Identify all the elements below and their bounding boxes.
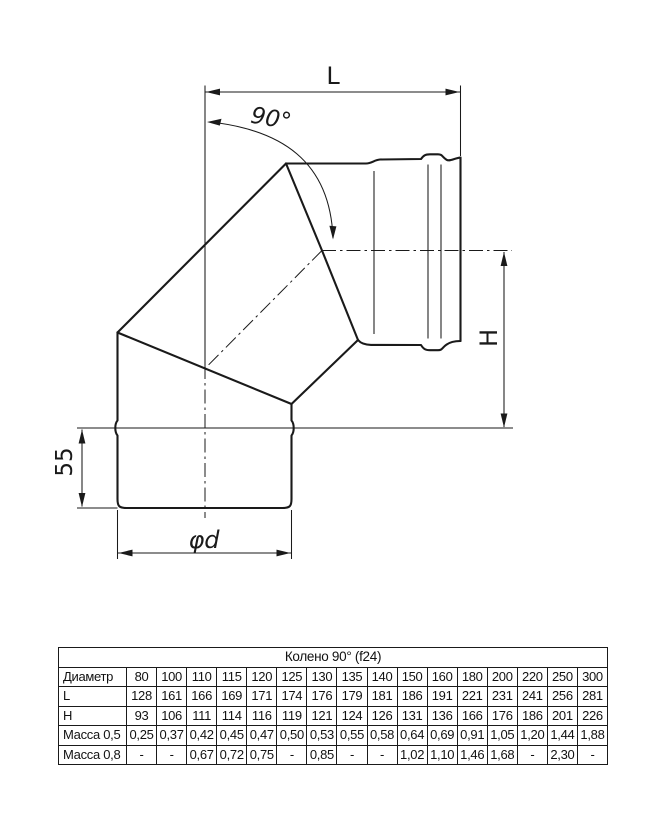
table-cell: 250: [547, 667, 577, 687]
table-cell: 0,85: [307, 745, 337, 765]
table-cell: 121: [307, 706, 337, 726]
table-cell: 2,30: [547, 745, 577, 765]
table-cell: 111: [187, 706, 217, 726]
miter-edge-right: [286, 164, 358, 341]
table-cell: 1,05: [487, 726, 517, 746]
table-cell: 1,46: [457, 745, 487, 765]
table-cell: 0,42: [187, 726, 217, 746]
arrow-diameter-left: [119, 550, 133, 557]
table-cell: 119: [277, 706, 307, 726]
table-cell: 140: [367, 667, 397, 687]
table-cell: 120: [247, 667, 277, 687]
table-cell: 106: [157, 706, 187, 726]
middle-segment-edge: [292, 340, 359, 404]
table-row: [59, 667, 608, 687]
table-cell: 0,72: [217, 745, 247, 765]
table-cell: 0,55: [337, 726, 367, 746]
table-row-label: Масса 0,5: [59, 726, 127, 746]
table-cell: 176: [307, 687, 337, 707]
table-cell: 186: [517, 706, 547, 726]
table-cell: -: [367, 745, 397, 765]
table-cell: 1,44: [547, 726, 577, 746]
arrow-angle-start: [207, 119, 222, 126]
table-cell: 0,67: [187, 745, 217, 765]
table-cell: -: [157, 745, 187, 765]
table-row-label: L: [59, 687, 127, 707]
table-cell: -: [277, 745, 307, 765]
table-cell: 0,75: [247, 745, 277, 765]
table-cell: 221: [457, 687, 487, 707]
table-row-label: Диаметр: [59, 667, 127, 687]
table-cell: -: [337, 745, 367, 765]
dimension-table-body: [59, 648, 608, 765]
crimp-lines: [77, 165, 513, 429]
dim-label-H: H: [475, 328, 503, 348]
table-cell: 300: [577, 667, 607, 687]
table-cell: 100: [157, 667, 187, 687]
table-cell: 131: [397, 706, 427, 726]
table-cell: 124: [337, 706, 367, 726]
dimension-table: [58, 647, 608, 765]
centerlines: [205, 251, 512, 519]
table-cell: 0,53: [307, 726, 337, 746]
table-cell: 1,88: [577, 726, 607, 746]
table-cell: 179: [337, 687, 367, 707]
table-cell: 171: [247, 687, 277, 707]
arrow-angle-end: [329, 226, 336, 240]
table-row: [59, 726, 608, 746]
table-cell: 1,10: [427, 745, 457, 765]
table-cell: 136: [427, 706, 457, 726]
table-cell: 0,50: [277, 726, 307, 746]
table-cell: 126: [367, 706, 397, 726]
table-cell: 180: [457, 667, 487, 687]
elbow-outline: [115, 154, 460, 508]
table-cell: -: [517, 745, 547, 765]
table-cell: 0,91: [457, 726, 487, 746]
table-cell: 241: [517, 687, 547, 707]
table-cell: 116: [247, 706, 277, 726]
socket-top-edge: [286, 154, 461, 163]
table-cell: 256: [547, 687, 577, 707]
dimension-arrows: [79, 89, 508, 557]
table-row: [59, 706, 608, 726]
arrow-H-top: [501, 252, 508, 266]
table-cell: 176: [487, 706, 517, 726]
table-cell: 161: [157, 687, 187, 707]
miter-edge-left: [118, 164, 287, 333]
table-cell: 174: [277, 687, 307, 707]
table-cell: 166: [457, 706, 487, 726]
table-row: [59, 687, 608, 707]
arrow-L-right: [446, 89, 460, 96]
table-cell: 93: [127, 706, 157, 726]
table-cell: 226: [577, 706, 607, 726]
table-row-label: Масса 0,8: [59, 745, 127, 765]
table-cell: 186: [397, 687, 427, 707]
table-cell: 150: [397, 667, 427, 687]
arrow-H-bottom: [501, 414, 508, 428]
dim-label-L: L: [326, 62, 340, 90]
table-cell: 125: [277, 667, 307, 687]
table-cell: 0,37: [157, 726, 187, 746]
table-cell: 130: [307, 667, 337, 687]
table-cell: 160: [427, 667, 457, 687]
table-cell: 220: [517, 667, 547, 687]
table-cell: 128: [127, 687, 157, 707]
table-cell: 0,64: [397, 726, 427, 746]
dim-label-diameter: φd: [188, 526, 220, 554]
table-cell: 110: [187, 667, 217, 687]
table-cell: 0,69: [427, 726, 457, 746]
table-cell: 181: [367, 687, 397, 707]
table-row-label: H: [59, 706, 127, 726]
table-cell: 166: [187, 687, 217, 707]
table-cell: 0,47: [247, 726, 277, 746]
table-cell: 0,58: [367, 726, 397, 746]
table-title-row: [59, 648, 608, 668]
table-cell: 115: [217, 667, 247, 687]
table-cell: 1,20: [517, 726, 547, 746]
arrow-diameter-right: [277, 550, 291, 557]
table-cell: -: [577, 745, 607, 765]
table-cell: 200: [487, 667, 517, 687]
arrow-55-bottom: [79, 493, 86, 507]
table-cell: 135: [337, 667, 367, 687]
arrow-L-left: [206, 89, 220, 96]
table-cell: 1,02: [397, 745, 427, 765]
table-cell: 281: [577, 687, 607, 707]
dim-label-angle: 90°: [248, 102, 294, 136]
table-cell: 231: [487, 687, 517, 707]
table-title: Колено 90° (f24): [59, 648, 608, 668]
table-cell: 0,45: [217, 726, 247, 746]
table-cell: -: [127, 745, 157, 765]
table-cell: 1,68: [487, 745, 517, 765]
miter-axis-centerline: [205, 251, 322, 369]
table-cell: 114: [217, 706, 247, 726]
socket-bottom-edge: [358, 340, 461, 350]
dim-label-55: 55: [52, 447, 78, 477]
table-cell: 169: [217, 687, 247, 707]
table-cell: 0,25: [127, 726, 157, 746]
table-cell: 80: [127, 667, 157, 687]
table-row: [59, 745, 608, 765]
table-cell: 191: [427, 687, 457, 707]
table-cell: 201: [547, 706, 577, 726]
arrow-55-top: [79, 430, 86, 444]
